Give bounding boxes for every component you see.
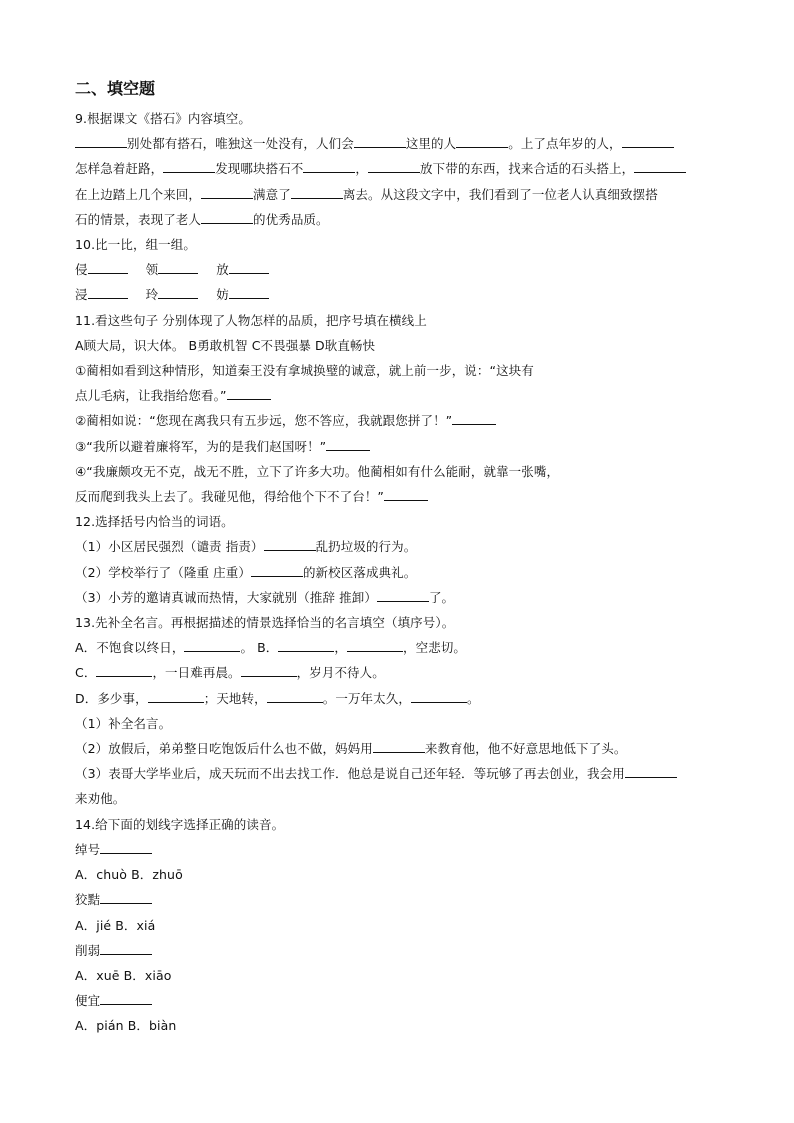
- q11-title: 11.看这些句子 分别体现了人物怎样的品质，把序号填在横线上: [75, 312, 427, 328]
- q9-title: 9.根据课文《搭石》内容填空。: [75, 111, 251, 126]
- blank[interactable]: [158, 259, 198, 274]
- blank[interactable]: [96, 662, 152, 677]
- q13-sub-3b: 来劝他。: [75, 791, 126, 807]
- blank[interactable]: [264, 536, 316, 551]
- blank[interactable]: [384, 486, 428, 501]
- q14-title: 14.给下面的划线字选择正确的读音。: [75, 816, 285, 832]
- blank[interactable]: [452, 410, 496, 425]
- q14-options-2[interactable]: A．jié B．xiá: [75, 917, 156, 933]
- blank[interactable]: [88, 284, 128, 299]
- q14-options-3[interactable]: A．xuē B．xiāo: [75, 967, 172, 983]
- blank[interactable]: [634, 158, 686, 173]
- q10-title: 10.比一比，组一组。: [75, 237, 196, 253]
- q9-line-3: 在上边踏上几个来回， 满意了 离去。从这段文字中，我们看到了一位老人认真细致摆搭: [75, 182, 723, 207]
- blank[interactable]: [227, 385, 271, 400]
- blank[interactable]: [88, 259, 128, 274]
- blank[interactable]: [229, 284, 269, 299]
- blank[interactable]: [148, 688, 204, 703]
- blank[interactable]: [201, 184, 253, 199]
- blank[interactable]: [291, 184, 343, 199]
- blank[interactable]: [229, 259, 269, 274]
- blank[interactable]: [622, 133, 674, 148]
- q11-sentence-4a: ④“我廉颇攻无不克，战无不胜，立下了许多大功。他蔺相如有什么能耐，就靠一张嘴，: [75, 463, 560, 479]
- q13-sub-3a: （3）表哥大学毕业后，成天玩而不出去找工作．他总是说自己还年轻．等玩够了再去创业，我会用: [75, 761, 723, 786]
- blank[interactable]: [158, 284, 198, 299]
- q11-sentence-1b: 点儿毛病，让我指给您看。”: [75, 383, 723, 408]
- blank[interactable]: [347, 637, 403, 652]
- q12-item-2: （2）学校举行了（隆重 庄重） 的新校区落成典礼。: [75, 560, 723, 585]
- q13-title: 13.先补全名言。再根据描述的情景选择恰当的名言填空（填序号）。: [75, 615, 455, 631]
- blank[interactable]: [303, 158, 355, 173]
- blank[interactable]: [411, 688, 467, 703]
- q13-item-d: D．多少事， ；天地转， 。一万年太久， 。: [75, 686, 723, 711]
- q11-options: A顾大局，识大体。 B勇敢机智 C不畏强暴 D耿直畅快: [75, 337, 376, 353]
- q11-sentence-3: ③“我所以避着廉将军，为的是我们赵国呀！”: [75, 434, 723, 459]
- blank[interactable]: [163, 158, 215, 173]
- blank[interactable]: [278, 637, 334, 652]
- q14-options-4[interactable]: A．pián B．biàn: [75, 1018, 177, 1034]
- blank[interactable]: [100, 940, 152, 955]
- q10-row-1: 侵 领 放: [75, 257, 723, 282]
- blank[interactable]: [241, 662, 297, 677]
- blank[interactable]: [201, 209, 253, 224]
- q9-line-4: 石的情景，表现了老人 的优秀品质。: [75, 207, 723, 232]
- q10-row-2: 浸 玲 妨: [75, 282, 723, 307]
- blank[interactable]: [267, 688, 323, 703]
- blank[interactable]: [100, 839, 152, 854]
- blank[interactable]: [184, 637, 240, 652]
- blank[interactable]: [456, 133, 508, 148]
- blank[interactable]: [373, 738, 425, 753]
- q12-title: 12.选择括号内恰当的词语。: [75, 514, 234, 530]
- q12-item-1: （1）小区居民强烈（谴责 指责） 乱扔垃圾的行为。: [75, 534, 723, 559]
- q9-line-1: 别处都有搭石，唯独这一处没有，人们会 这里的人 。上了点年岁的人，: [75, 131, 723, 156]
- blank[interactable]: [368, 158, 420, 173]
- q14-word-2: 狡黠: [75, 887, 723, 912]
- q13-sub-1: （1）补全名言。: [75, 715, 172, 731]
- blank[interactable]: [251, 562, 303, 577]
- q14-options-1[interactable]: A．chuò B．zhuō: [75, 867, 183, 883]
- blank[interactable]: [354, 133, 406, 148]
- blank[interactable]: [100, 990, 152, 1005]
- q12-item-3: （3）小芳的邀请真诚而热情，大家就别（推辞 推卸） 了。: [75, 585, 723, 610]
- q13-item-c: C． ，一日难再晨。 ，岁月不待人。: [75, 660, 723, 685]
- q14-word-4: 便宜: [75, 988, 723, 1013]
- blank[interactable]: [100, 889, 152, 904]
- q14-word-3: 削弱: [75, 938, 723, 963]
- blank[interactable]: [625, 763, 677, 778]
- q14-word-1: 绰号: [75, 837, 723, 862]
- q13-sub-2: （2）放假后，弟弟整日吃饱饭后什么也不做，妈妈用 来教育他，他不好意思地低下了头。: [75, 736, 723, 761]
- section-title: 二、填空题: [75, 79, 156, 98]
- blank[interactable]: [326, 436, 370, 451]
- q11-sentence-4b: 反而爬到我头上去了。我碰见他，得给他个下不了台！”: [75, 484, 723, 509]
- q9-line-2: 怎样急着赶路， 发现哪块搭石不 ， 放下带的东西，找来合适的石头搭上，: [75, 156, 723, 181]
- q13-item-a: A．不饱食以终日， 。 B． ， ，空悲切。: [75, 635, 723, 660]
- q11-sentence-1a: ①蔺相如看到这种情形，知道秦王没有拿城换璧的诚意，就上前一步，说：“这块有: [75, 363, 534, 379]
- blank[interactable]: [377, 587, 429, 602]
- worksheet: [75, 76, 723, 1039]
- blank[interactable]: [75, 133, 127, 148]
- q11-sentence-2: ②蔺相如说：“您现在离我只有五步远，您不答应，我就跟您拼了！”: [75, 408, 723, 433]
